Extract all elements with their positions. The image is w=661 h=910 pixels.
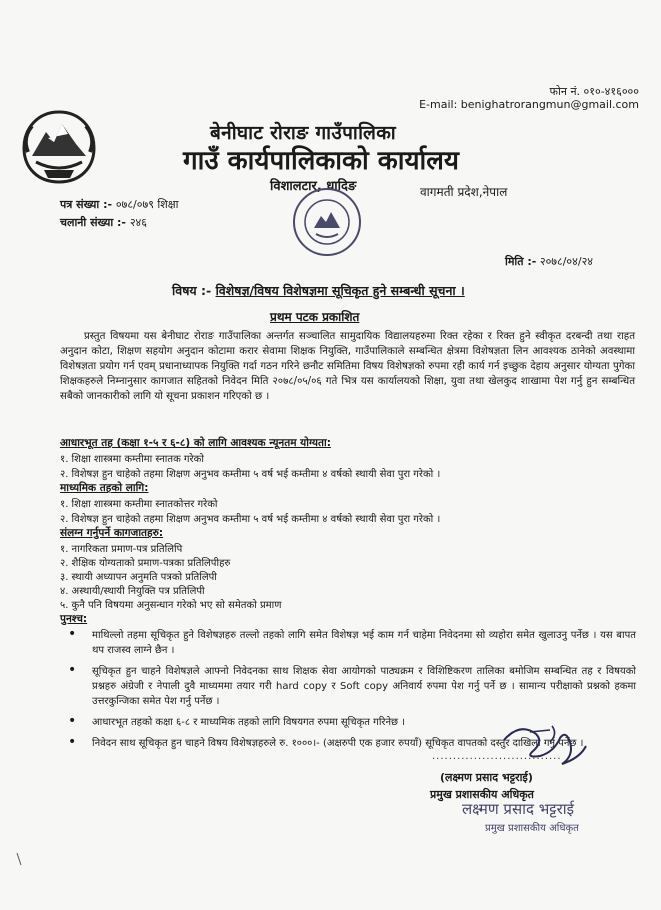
office-seal-icon (290, 186, 364, 258)
subject-text: विशेषज्ञ/विषय विशेषज्ञमा सूचिकृत हुने सम्बन्धी सूचना । (215, 283, 465, 298)
dispatch-number-value: २४६ (129, 216, 147, 229)
date-label: मिति :- (505, 255, 537, 268)
notes-heading: पुनश्च: (60, 613, 88, 625)
notice-date (505, 254, 593, 269)
office-address: विशालटार, धादिङ (270, 179, 357, 194)
dispatch-number (60, 215, 147, 230)
stamp-officer-name: लक्ष्मण प्रसाद भट्टराई (462, 800, 574, 818)
basic-requirement-1: १. शिक्षा शास्त्रमा कम्तीमा स्नातक गरेको (60, 454, 204, 465)
document-item-2: २. शैक्षिक योग्यताको प्रमाण-पत्रका प्रतिलिपीहरु (60, 558, 231, 569)
note-item-1: • माथिल्लो तहमा सूचिकृत हुने विशेषज्ञहरु तल्लो तहको लागि समेत विशेषज्ञ भई काम गर्न चाहेमा निवेदनमा सो व्यहोरा समेत खुलाउनु पर्नेछ । यस बापत थप राजस्व लाग्ने छैन । (64, 628, 636, 658)
secondary-requirement-1: १. शिक्षा शास्त्रमा कम्तीमा स्नातकोत्तर गरेको (60, 499, 218, 510)
stamp-officer-title: प्रमुख प्रशासकीय अधिकृत (485, 823, 579, 834)
dispatch-number-label: चलानी संख्या :- (60, 216, 126, 229)
letter-number (60, 197, 178, 212)
intro-paragraph: प्रस्तुत विषयमा यस बेनीघाट रोराङ गाउँपालिका अन्तर्गत सञ्चालित सामुदायिक विद्यालयहरुमा रिक्त रहेका र रिक्त हुने स्वीकृत दरबन्दी तथा राहत अनुदान कोटा, शिक्षण सहयोग अनुदान कोटामा करार सेवामा शिक्षक नियुक्ति, गाउँपालिकाले सम्बन्धित क्षेत्रमा विशेषज्ञता लिन आवश्यक ठानेको अवस्थामा विशेषज्ञता प्रयोग गर्न एवम् प्रधानाध्यापक नियुक्ति गर्दा गठन गरिने छनौट समितिमा विषय विशेषज्ञको रुपमा रही कार्य गर्न इच्छुक देहाय अनुसार योग्यता पुगेका शिक्षकहरुले निम्नानुसार कागजात सहितको निवेदन मिति २०७८/०५/०६ गते भित्र यस कार्यालयको शिक्षा, युवा तथा खेलकुद शाखामा पेश गर्नु हुन सम्बन्धित सबैको जानकारीको लागि यो सूचना प्रकाशन गरिएको छ । (60, 331, 635, 402)
subject-line (172, 282, 465, 299)
note-item-3: • आधारभूत तहको कक्षा ६-८ र माध्यमिक तहको लागि विषयगत रुपमा सूचिकृत गरिनेछ । (64, 715, 636, 730)
secondary-level-heading: माध्यमिक तहको लागि: (60, 482, 149, 494)
basic-level-heading: आधारभूत तह (कक्षा १-५ र ६-८) को लागि आवश्यक न्यूनतम योग्यता: (60, 437, 331, 449)
phone-number: फोन नं. ०१०-४१६००० (549, 85, 639, 98)
date-value: २०७८/०४/२४ (539, 255, 594, 268)
note-item-4: • निवेदन साथ सूचिकृत हुन चाहने विषय विशेषज्ञहरुले रु. १०००।- (अक्षरुपी एक हजार रुपयाँ) सूचिकृत वापतको दस्तुर दाखिला गर्नु पर्नेछ । (64, 736, 636, 751)
basic-requirement-2: २. विशेषज्ञ हुन चाहेको तहमा शिक्षण अनुभव कम्तीमा ५ वर्ष भई कम्तीमा ४ वर्षको स्थायी सेवा पुरा गरेको । (60, 469, 441, 480)
email-address: E-mail: benighatrorangmun@gmail.com (419, 98, 639, 111)
letter-number-label: पत्र संख्या :- (60, 198, 113, 211)
note-item-2: • सूचिकृत हुन चाहने विशेषज्ञले आफ्नो निवेदनका साथ शिक्षक सेवा आयोगको पाठ्यक्रम र विशिष्टिकरण तालिका बमोजिम सम्बन्धित तह र विषयको प्रश्नहरु अंग्रेजी र नेपाली दुवै माध्यममा तयार गरी hard copy र Soft copy अनिवार्य रुपमा पेश गर्नु पर्ने छ । सामान्य परीक्षाको प्रश्नको हकमा उत्तरकुन्जिका समेत पेश गर्नु पर्नेछ । (64, 664, 636, 709)
documents-heading: संलग्न गर्नुपर्ने कागजातहरु: (60, 527, 164, 539)
document-item-4: ४. अस्थायी/स्थायी नियुक्ति पत्र प्रतिलिपी (60, 586, 205, 597)
document-item-3: ३. स्थायी अध्यापन अनुमति पत्रको प्रतिलिपी (60, 572, 217, 583)
signature-line: ............................... (432, 751, 562, 762)
margin-mark-icon (16, 852, 22, 866)
province-name: वागमती प्रदेश,नेपाल (420, 185, 508, 199)
document-item-5: ५. कुनै पनि विषयमा अनुसन्धान गरेको भए सो समेतको प्रमाण (60, 600, 282, 611)
officer-name: (लक्ष्मण प्रसाद भट्टराई) (440, 771, 533, 784)
municipality-name: बेनीघाट रोराङ गाउँपालिका (210, 122, 397, 144)
subject-label: विषय :- (172, 283, 212, 298)
office-name: गाउँ कार्यपालिकाको कार्यालय (183, 146, 459, 176)
publication-status: प्रथम पटक प्रकाशित (270, 310, 360, 324)
document-item-1: १. नागरिकता प्रमाण-पत्र प्रतिलिपि (60, 544, 183, 555)
officer-title: प्रमुख प्रशासकीय अधिकृत (430, 788, 534, 801)
secondary-requirement-2: २. विशेषज्ञ हुन चाहेको तहमा शिक्षण अनुभव कम्तीमा ५ वर्ष भई कम्तीमा ४ वर्षको स्थायी सेवा पुरा गरेको । (60, 514, 441, 525)
letter-number-value: ०७८/०७९ शिक्षा (115, 198, 179, 211)
nepal-emblem-icon (18, 108, 100, 186)
